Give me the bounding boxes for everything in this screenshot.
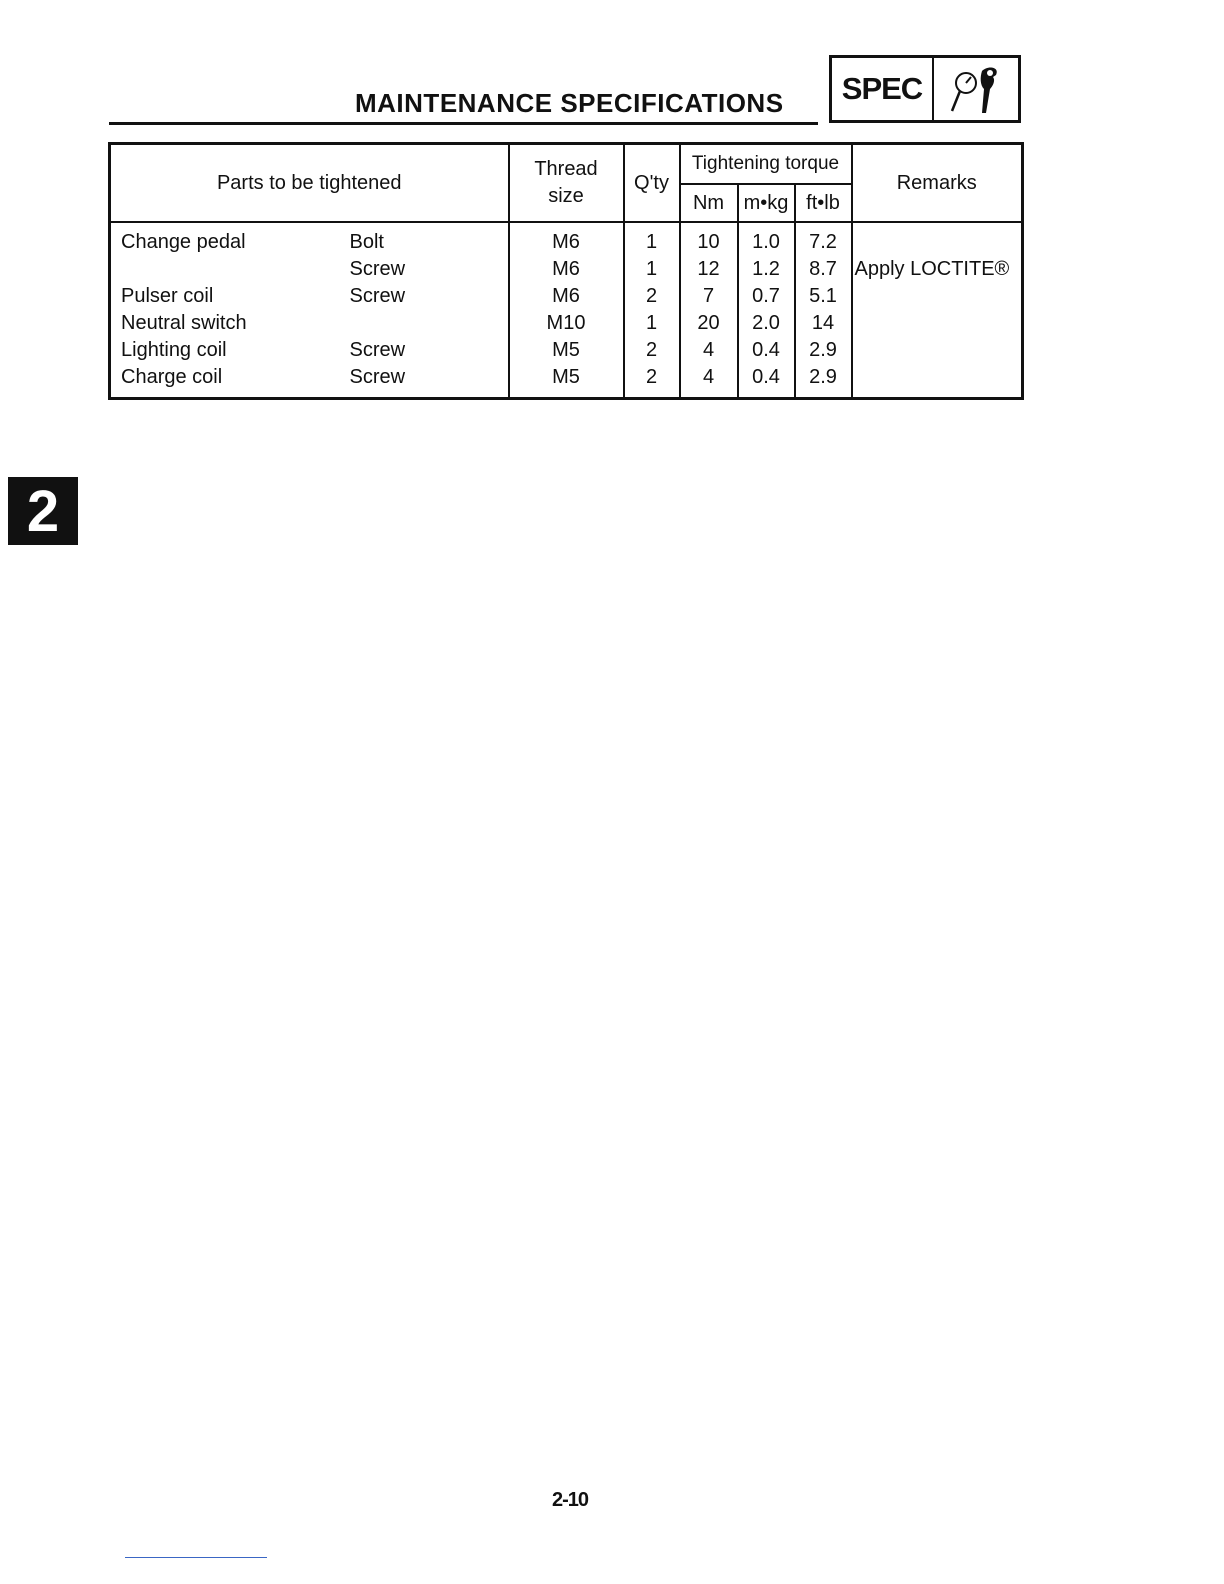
cell-nm: 12 (680, 256, 738, 283)
header-remarks: Remarks (852, 144, 1023, 223)
table-row (110, 364, 1023, 399)
cell-fastener: Screw (350, 256, 509, 283)
cell-ftlb: 14 (795, 310, 852, 337)
cell-part: Pulser coil (110, 283, 350, 310)
cell-thread: M10 (509, 310, 624, 337)
cell-qty: 2 (624, 337, 680, 364)
header-mkg: m•kg (738, 184, 795, 222)
header-tightening-torque: Tightening torque (680, 144, 852, 185)
cell-fastener (350, 310, 509, 337)
title-underline (109, 122, 818, 125)
table-row (110, 310, 1023, 337)
spec-badge (829, 55, 1021, 123)
cell-qty: 1 (624, 310, 680, 337)
cell-fastener: Screw (350, 364, 509, 399)
cell-qty: 2 (624, 283, 680, 310)
cell-remarks (852, 310, 1023, 337)
header-thread-size-text: Thread size (534, 158, 598, 207)
cell-part: Neutral switch (110, 310, 350, 337)
header-thread-size (509, 144, 624, 223)
cell-remarks (852, 283, 1023, 310)
cell-ftlb: 2.9 (795, 337, 852, 364)
cell-thread: M6 (509, 283, 624, 310)
cell-qty: 2 (624, 364, 680, 399)
cell-part: Lighting coil (110, 337, 350, 364)
cell-mkg: 0.7 (738, 283, 795, 310)
header-ftlb: ft•lb (795, 184, 852, 222)
cell-mkg: 1.2 (738, 256, 795, 283)
header-qty: Q'ty (624, 144, 680, 223)
cell-part (110, 256, 350, 283)
cell-qty: 1 (624, 256, 680, 283)
cell-nm: 4 (680, 337, 738, 364)
cell-remarks (852, 222, 1023, 256)
cell-remarks (852, 337, 1023, 364)
cell-fastener: Bolt (350, 222, 509, 256)
header-parts: Parts to be tightened (110, 144, 509, 223)
cell-ftlb: 5.1 (795, 283, 852, 310)
cell-thread: M6 (509, 222, 624, 256)
cell-nm: 10 (680, 222, 738, 256)
page-title: MAINTENANCE SPECIFICATIONS (355, 88, 784, 118)
table-row (110, 222, 1023, 256)
cell-ftlb: 7.2 (795, 222, 852, 256)
table-row (110, 337, 1023, 364)
table-row (110, 256, 1023, 283)
spec-badge-label: SPEC (832, 58, 934, 120)
cell-part: Charge coil (110, 364, 350, 399)
cell-nm: 20 (680, 310, 738, 337)
page-number: 2-10 (552, 1489, 589, 1511)
chapter-tab: 2 (8, 477, 78, 545)
cell-mkg: 0.4 (738, 364, 795, 399)
footer-line (125, 1557, 267, 1558)
cell-thread: M5 (509, 364, 624, 399)
cell-fastener: Screw (350, 283, 509, 310)
cell-ftlb: 2.9 (795, 364, 852, 399)
table-row (110, 283, 1023, 310)
cell-mkg: 2.0 (738, 310, 795, 337)
cell-fastener: Screw (350, 337, 509, 364)
cell-remarks: Apply LOCTITE® (852, 256, 1023, 283)
header-nm: Nm (680, 184, 738, 222)
cell-nm: 7 (680, 283, 738, 310)
cell-mkg: 0.4 (738, 337, 795, 364)
cell-thread: M5 (509, 337, 624, 364)
cell-remarks (852, 364, 1023, 399)
dial-gauge-wrench-icon (934, 58, 1018, 120)
cell-qty: 1 (624, 222, 680, 256)
cell-mkg: 1.0 (738, 222, 795, 256)
torque-spec-table (108, 142, 1024, 400)
cell-nm: 4 (680, 364, 738, 399)
cell-ftlb: 8.7 (795, 256, 852, 283)
cell-thread: M6 (509, 256, 624, 283)
cell-part: Change pedal (110, 222, 350, 256)
